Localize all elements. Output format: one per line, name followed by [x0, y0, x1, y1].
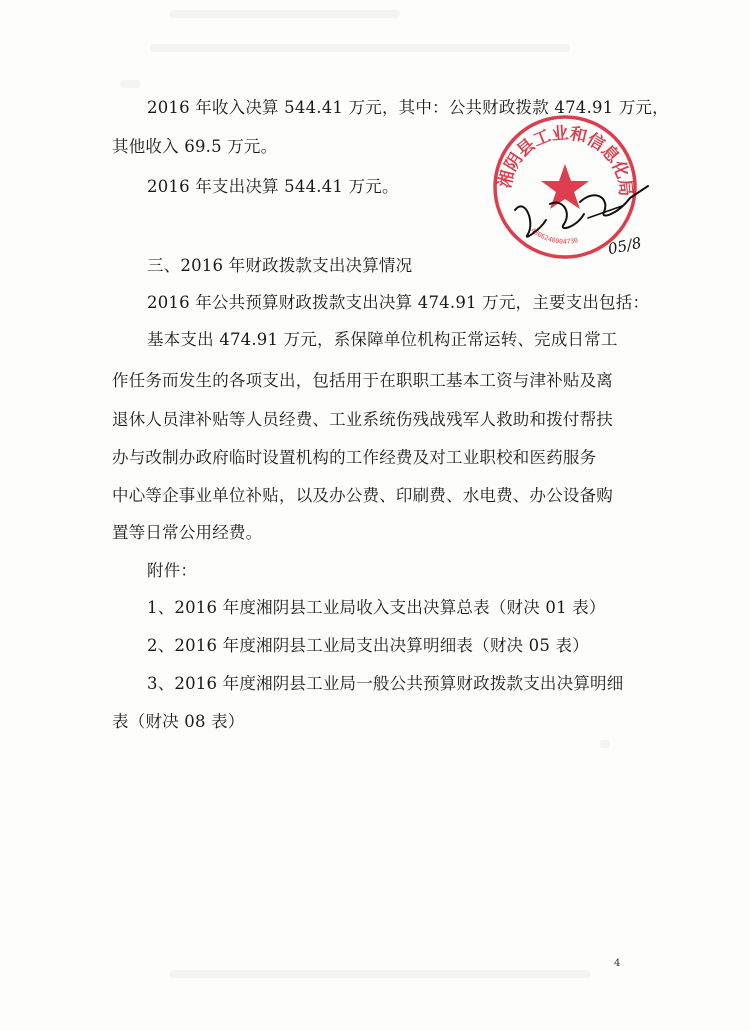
paragraph-basic-expense-line5: 中心等企事业单位补贴，以及办公费、印刷费、水电费、办公设备购 [112, 486, 613, 505]
paragraph-basic-expense-line6: 置等日常公用经费。 [112, 523, 263, 542]
attachment-item-2: 2、2016 年度湘阴县工业局支出决算明细表（财决 05 表） [147, 636, 589, 655]
page-number: 4 [614, 958, 621, 969]
scan-artifact [120, 80, 140, 88]
paragraph-public-budget: 2016 年公共预算财政拨款支出决算 474.91 万元，主要支出包括： [147, 293, 650, 312]
signature-date: 05/8 [606, 233, 644, 259]
attachment-item-3-line1: 3、2016 年度湘阴县工业局一般公共预算财政拨款支出决算明细 [147, 674, 624, 693]
paragraph-income-summary: 2016 年收入决算 544.41 万元，其中：公共财政拨款 474.91 万元， [147, 98, 669, 117]
paragraph-basic-expense-line2: 作任务而发生的各项支出，包括用于在职职工基本工资与津补贴及离 [112, 371, 613, 390]
seal-star-icon [541, 164, 589, 209]
paragraph-expense-summary: 2016 年支出决算 544.41 万元。 [147, 177, 399, 196]
paragraph-basic-expense-line1: 基本支出 474.91 万元，系保障单位机构正常运转、完成日常工 [147, 330, 618, 349]
paragraph-basic-expense-line3: 退休人员津补贴等人员经费、工业系统伤残战残军人救助和拨付帮扶 [112, 410, 613, 429]
attachments-heading: 附件： [147, 561, 198, 580]
signature-stroke [580, 186, 648, 216]
scan-artifact [600, 740, 610, 748]
scan-artifact [170, 970, 590, 978]
attachment-item-3-line2: 表（财决 08 表） [112, 712, 245, 731]
seal-serial: 4306240004730 [529, 226, 579, 246]
section-heading: 三、2016 年财政拨款支出决算情况 [147, 256, 413, 275]
scan-artifact [150, 44, 570, 52]
scan-artifact [170, 10, 400, 18]
paragraph-income-other: 其他收入 69.5 万元。 [112, 137, 278, 156]
seal-text: 湘阴县工业和信息化局 [495, 123, 636, 198]
attachment-item-1: 1、2016 年度湘阴县工业局收入支出决算总表（财决 01 表） [147, 598, 606, 617]
official-seal-stamp [480, 102, 650, 272]
paragraph-basic-expense-line4: 办与改制办政府临时设置机构的工作经费及对工业职校和医药服务 [112, 448, 597, 467]
